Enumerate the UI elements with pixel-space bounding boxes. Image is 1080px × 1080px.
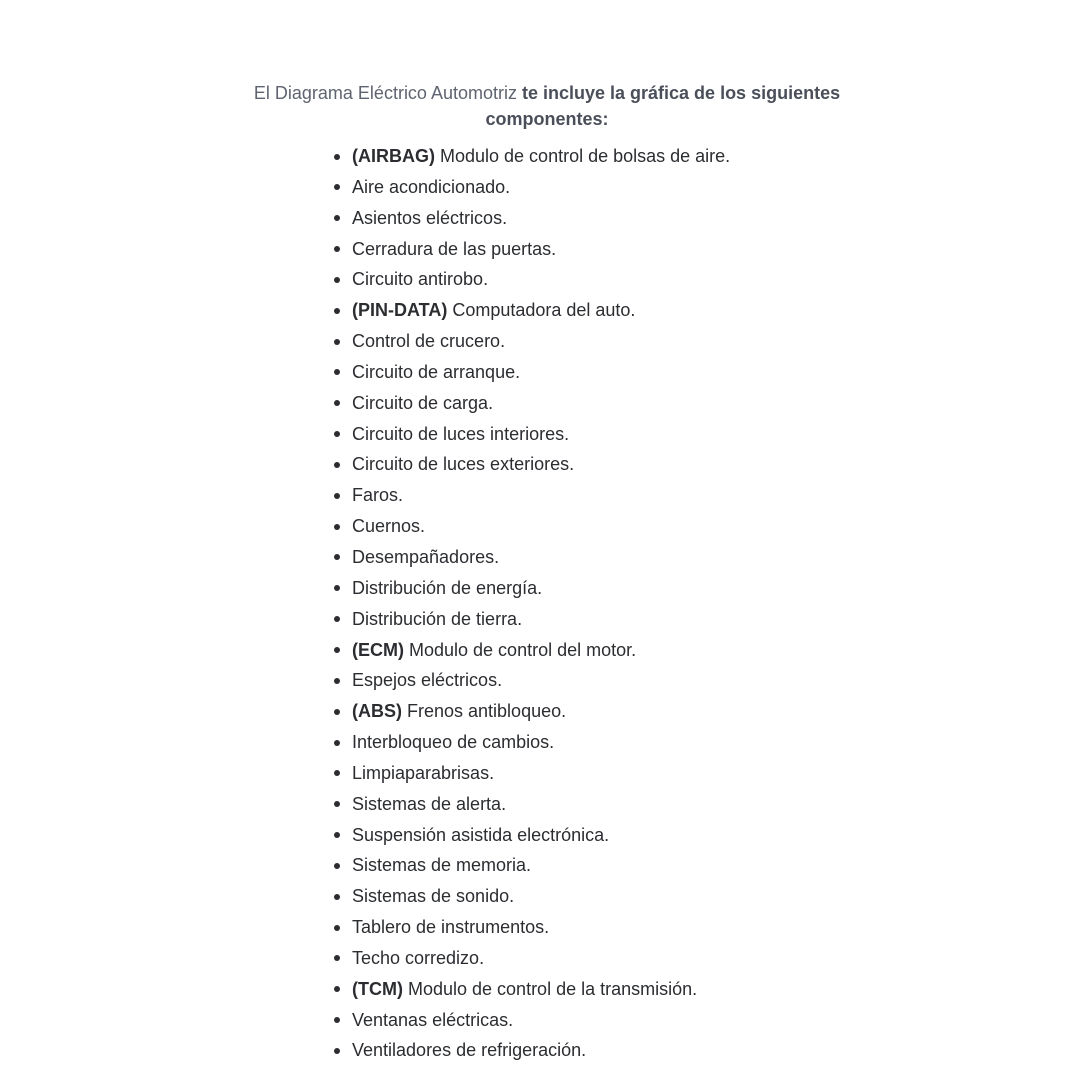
component-name: Interbloqueo de cambios. <box>352 732 555 753</box>
bullet-icon <box>334 894 340 900</box>
component-name: Frenos antibloqueo. <box>402 701 567 722</box>
component-name: Espejos eléctricos. <box>352 670 503 691</box>
component-name: Ventanas eléctricas. <box>352 1009 514 1030</box>
list-item <box>334 789 730 820</box>
bullet-icon <box>334 554 340 560</box>
list-item <box>334 264 730 295</box>
list-item <box>334 449 730 480</box>
list-item <box>334 203 730 234</box>
component-name: Computadora del auto. <box>447 300 636 321</box>
bullet-icon <box>334 246 340 252</box>
list-item <box>334 480 730 511</box>
component-name: Sistemas de memoria. <box>352 855 532 876</box>
bullet-icon <box>334 369 340 375</box>
list-item <box>334 1035 730 1066</box>
component-name: Aire acondicionado. <box>352 176 511 197</box>
bullet-icon <box>334 184 340 190</box>
component-name: Sistemas de alerta. <box>352 793 507 814</box>
bullet-icon <box>334 339 340 345</box>
list-item <box>334 511 730 542</box>
bullet-icon <box>334 647 340 653</box>
bullet-icon <box>334 678 340 684</box>
list-item <box>334 388 730 419</box>
list-item <box>334 419 730 450</box>
component-list <box>334 141 730 1066</box>
component-name: Techo corredizo. <box>352 947 485 968</box>
component-name: Circuito de luces exteriores. <box>352 454 575 475</box>
component-name: Tablero de instrumentos. <box>352 917 550 938</box>
list-item <box>334 604 730 635</box>
component-code: (PIN-DATA) <box>352 300 448 321</box>
intro-bold-text: te incluye la gráfica de los siguientes componentes: <box>485 83 841 129</box>
bullet-icon <box>334 585 340 591</box>
component-code: (ECM) <box>352 639 404 660</box>
component-name: Circuito de arranque. <box>352 361 521 382</box>
bullet-icon <box>334 493 340 499</box>
bullet-icon <box>334 400 340 406</box>
bullet-icon <box>334 801 340 807</box>
bullet-icon <box>334 832 340 838</box>
bullet-icon <box>334 462 340 468</box>
list-item <box>334 758 730 789</box>
bullet-icon <box>334 709 340 715</box>
list-item <box>334 727 730 758</box>
list-item <box>334 326 730 357</box>
bullet-icon <box>334 616 340 622</box>
bullet-icon <box>334 986 340 992</box>
component-name: Modulo de control del motor. <box>404 639 637 660</box>
list-item <box>334 665 730 696</box>
component-name: Circuito de carga. <box>352 392 494 413</box>
component-name: Control de crucero. <box>352 331 506 352</box>
component-name: Faros. <box>352 485 404 506</box>
bullet-icon <box>334 955 340 961</box>
component-code: (TCM) <box>352 978 403 999</box>
component-name: Distribución de energía. <box>352 577 543 598</box>
bullet-icon <box>334 431 340 437</box>
component-name: Sistemas de sonido. <box>352 886 515 907</box>
component-name: Circuito de luces interiores. <box>352 423 570 444</box>
list-item <box>334 357 730 388</box>
list-item <box>334 943 730 974</box>
list-item <box>334 635 730 666</box>
list-item <box>334 234 730 265</box>
component-name: Ventiladores de refrigeración. <box>352 1040 587 1061</box>
component-name: Desempañadores. <box>352 546 500 567</box>
list-item <box>334 573 730 604</box>
list-item <box>334 1005 730 1036</box>
list-item <box>334 696 730 727</box>
list-item <box>334 141 730 172</box>
bullet-icon <box>334 770 340 776</box>
list-item <box>334 820 730 851</box>
intro-paragraph <box>200 80 894 132</box>
bullet-icon <box>334 925 340 931</box>
bullet-icon <box>334 1017 340 1023</box>
list-item <box>334 295 730 326</box>
component-code: (ABS) <box>352 701 402 722</box>
bullet-icon <box>334 277 340 283</box>
component-name: Circuito antirobo. <box>352 269 489 290</box>
bullet-icon <box>334 740 340 746</box>
component-name: Distribución de tierra. <box>352 608 523 629</box>
component-name: Asientos eléctricos. <box>352 207 508 228</box>
list-item <box>334 542 730 573</box>
component-name: Modulo de control de la transmisión. <box>402 978 698 999</box>
component-name: Cuernos. <box>352 516 426 537</box>
list-item <box>334 974 730 1005</box>
bullet-icon <box>334 1048 340 1054</box>
component-name: Suspensión asistida electrónica. <box>352 824 610 845</box>
bullet-icon <box>334 524 340 530</box>
component-name: Limpiaparabrisas. <box>352 762 495 783</box>
component-code: (AIRBAG) <box>352 146 435 166</box>
bullet-icon <box>334 863 340 869</box>
list-item <box>334 881 730 912</box>
bullet-icon <box>334 154 340 160</box>
bullet-icon <box>334 308 340 314</box>
list-item <box>334 850 730 881</box>
list-item <box>334 912 730 943</box>
component-name: Modulo de control de bolsas de aire. <box>435 146 731 166</box>
bullet-icon <box>334 215 340 221</box>
component-name: Cerradura de las puertas. <box>352 238 557 259</box>
list-item <box>334 172 730 203</box>
intro-regular-text: El Diagrama Eléctrico Automotriz <box>253 83 522 103</box>
